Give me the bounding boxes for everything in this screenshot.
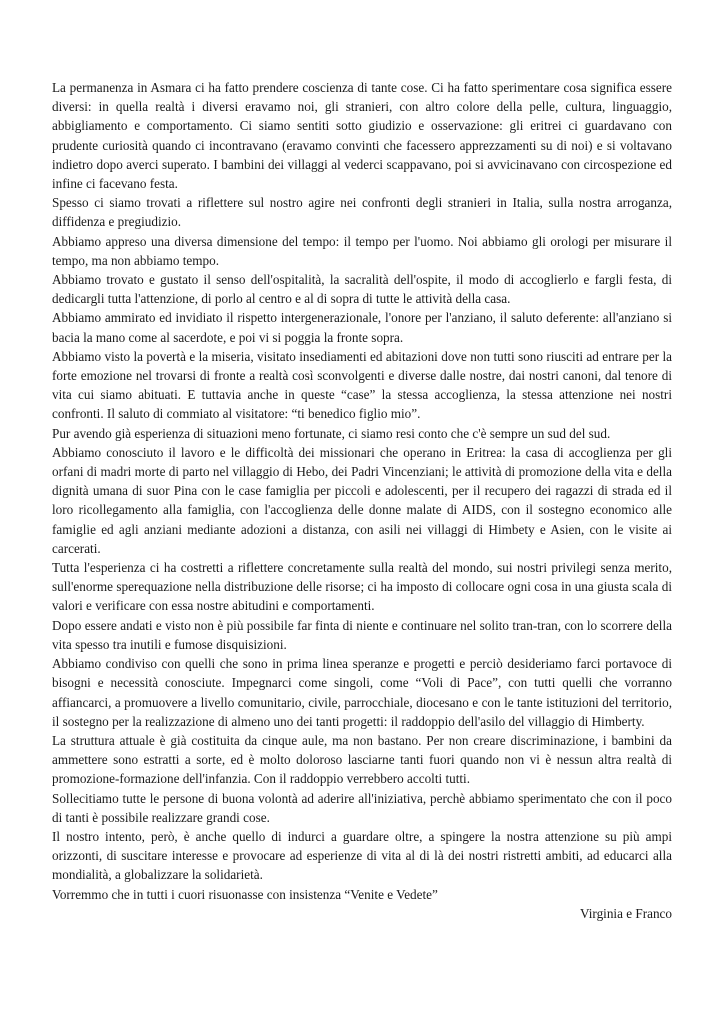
paragraph-10: Dopo essere andati e visto non è più possibile far finta di niente e continuare nel solito tran-tran, con lo scorrere della vita spesso tra inutili e fumose disquisizioni.: [52, 617, 672, 652]
paragraph-15: Vorremmo che in tutti i cuori risuonasse con insistenza “Venite e Vedete”: [52, 886, 438, 902]
signature: Virginia e Franco: [580, 905, 672, 921]
paragraph-9: Tutta l'esperienza ci ha costretti a riflettere concretamente sulla realtà del mondo, sui nostri privilegi senza merito, sull'enorme sperequazione nella distribuzione delle risorse; ci ha imposto di collocare ogni cosa in una giusta scala di valori e verificare con essa nostre abitudini e comportamenti.: [52, 560, 672, 614]
paragraph-3: Abbiamo appreso una diversa dimensione del tempo: il tempo per l'uomo. Noi abbiamo gli orologi per misurare il tempo, ma non abbiamo tempo.: [52, 233, 672, 268]
paragraph-7: Pur avendo già esperienza di situazioni meno fortunate, ci siamo resi conto che c'è sempre un sud del sud.: [52, 425, 611, 441]
paragraph-6: Abbiamo visto la povertà e la miseria, visitato insediamenti ed abitazioni dove non tutti sono riusciti ad entrare per la forte emozione nel trovarsi di fronte a realtà così sconvolgenti e diverse dalle nostre, dai nostri canoni, dal tenore di vita cui siamo abituati. E tuttavia anche in queste “case” la stessa accoglienza, la stessa attenzione nei nostri confronti. Il saluto di commiato al visitatore: “ti benedico figlio mio”.: [52, 348, 672, 422]
paragraph-5: Abbiamo ammirato ed invidiato il rispetto intergenerazionale, l'onore per l'anziano, il saluto deferente: all'anziano si bacia la mano come al sacerdote, e poi vi si poggia la fronte sopra.: [52, 310, 672, 345]
paragraph-8: Abbiamo conosciuto il lavoro e le difficoltà dei missionari che operano in Eritrea: la casa di accoglienza per gli orfani di madri morte di parto nel villaggio di Hebo, dei Padri Vincenziani; le attività di promozione della vita e della dignità umana di suor Pina con le case famiglia per piccoli e adolescenti, per il recupero dei ragazzi di strada ed il loro ricollegamento alla famiglia, con l'accoglienza delle donne malate di AIDS, con il sostegno economico alle famiglie ed agli anziani mediante adozioni a distanza, con asili nei villaggi di Himbety e Asien, con le visite ai carcerati.: [52, 444, 672, 556]
paragraph-12: La struttura attuale è già costituita da cinque aule, ma non bastano. Per non creare discriminazione, i bambini da ammettere sono estratti a sorte, ed è molto doloroso lasciarne tanti fuori quando non vi è nessun altra realtà di promozione-formazione dell'infanzia. Con il raddoppio verrebbero accolti tutti.: [52, 732, 672, 787]
letter-body: [52, 78, 672, 923]
paragraph-1: La permanenza in Asmara ci ha fatto prendere coscienza di tante cose. Ci ha fatto sperimentare cosa significa essere diversi: in quella realtà i diversi eravamo noi, gli stranieri, con altro colore della pelle, cultura, linguaggio, abbigliamento e comportamento. Ci siamo sentiti sotto giudizio e osservazione: gli eritrei ci guardavano con prudente curiosità quando ci incontravano (eravamo convinti che facessero apprezzamenti su di noi) e si voltavano indietro dopo averci superato. I bambini dei villaggi al vederci scappavano, poi si avvicinavano con circospezione ed infine ci facevano festa.: [52, 80, 672, 192]
paragraph-11: Abbiamo condiviso con quelli che sono in prima linea speranze e progetti e perciò desideriamo farci portavoce di bisogni e necessità conosciute. Impegnarci come singoli, come “Voli di Pace”, con tutti quelli che vorranno affiancarci, a promuovere a livello comunitario, civile, parrocchiale, diocesano e con le tante istituzioni del territorio, il sostegno per la realizzazione di almeno uno dei tanti progetti: il raddoppio dell'asilo del villaggio di Himberty.: [52, 656, 672, 729]
paragraph-13: Sollecitiamo tutte le persone di buona volontà ad aderire all'iniziativa, perchè abbiamo sperimentato che con il poco di tanti è possibile realizzare grandi cose.: [52, 790, 672, 825]
paragraph-4: Abbiamo trovato e gustato il senso dell'ospitalità, la sacralità dell'ospite, il modo di accoglierlo e fargli festa, di dedicargli tutta l'attenzione, di porlo al centro e al di sopra di tutte le attività della casa.: [52, 272, 672, 307]
paragraph-2: Spesso ci siamo trovati a riflettere sul nostro agire nei confronti degli stranieri in Italia, sulla nostra arroganza, diffidenza e pregiudizio.: [52, 195, 672, 230]
paragraph-14: Il nostro intento, però, è anche quello di indurci a guardare oltre, a spingere la nostra attenzione su più ampi orizzonti, di suscitare interesse e provocare ad esperienze di vita al di là dei nostri ristretti ambiti, ad educarci alla mondialità, a globalizzare la solidarietà.: [52, 828, 672, 883]
